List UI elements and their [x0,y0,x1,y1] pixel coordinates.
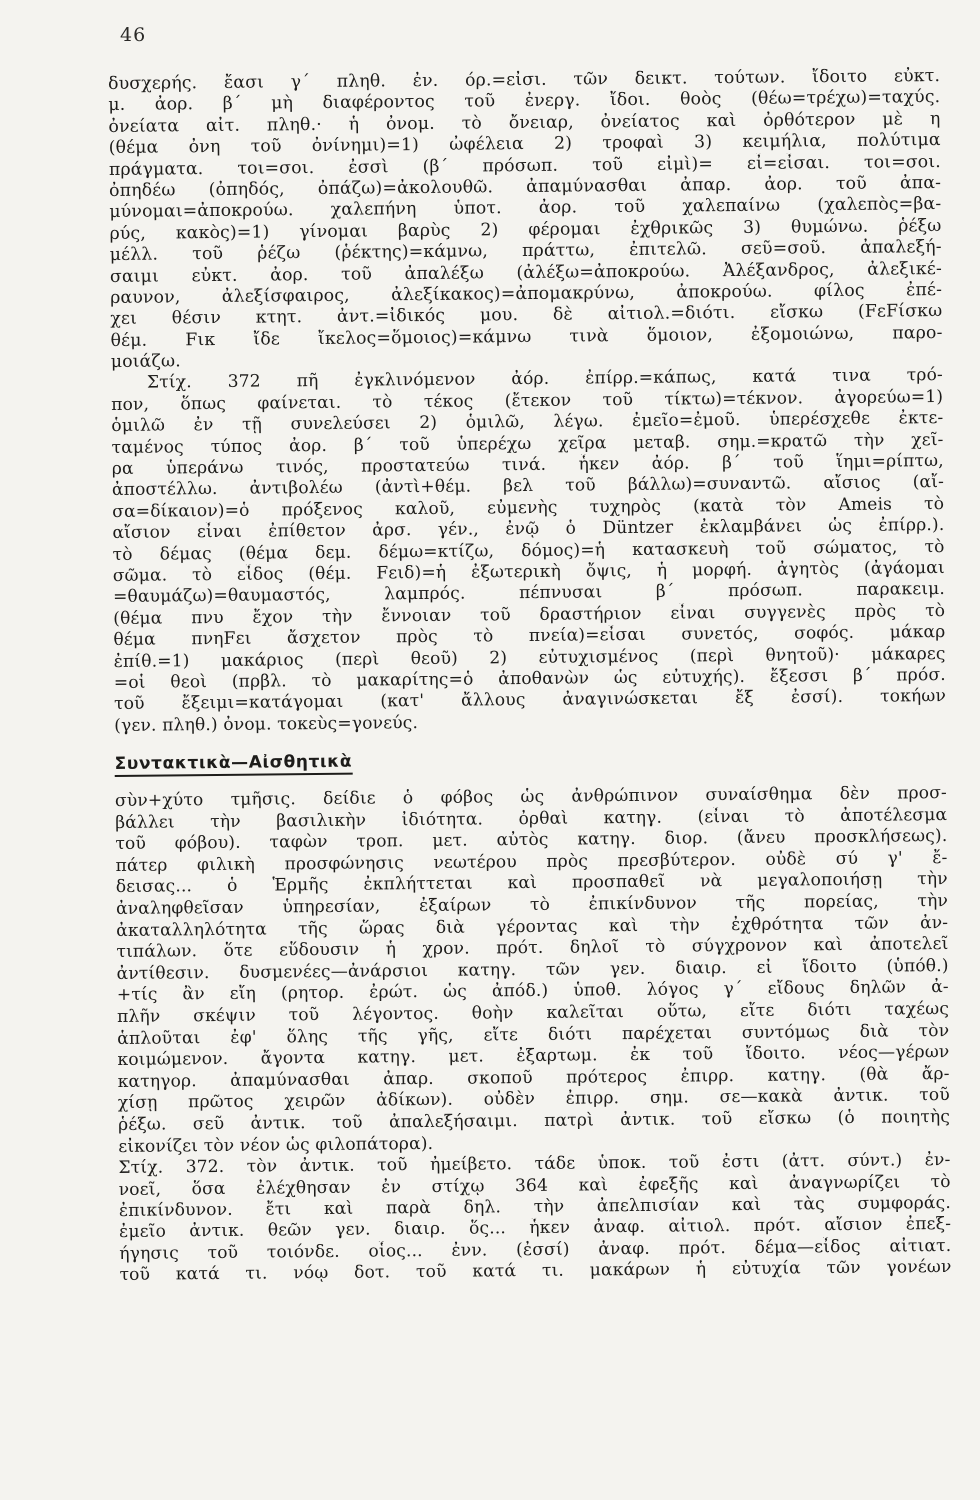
text-line: ἐπικίνδυνον. ἔτι καὶ παρὰ δηλ. τὴν ἀπελπισίαν καὶ τὰς συμφοράς. [118,1192,951,1221]
text-line: ρύς, κακὸς)=1) γίνομαι βαρὺς 2) φέρομαι ἐχθρικῶς 3) θυμώνω. ῥέξω [109,215,942,244]
text-line: ρα ὑπεράνω τινός, προστατεύω τινά. ἧκεν ἀόρ. β΄ τοῦ ἵημι=ρίπτω, [111,451,944,480]
section-heading: Συντακτικὰ—Αἰσθητικὰ [115,752,353,777]
text-line: κοιμώμενον. ἄγοντα κατηγ. μετ. ἐξαρτωμ. ἐκ τοῦ ἴδοιτο. νέος—γέρων [117,1042,950,1071]
text-line: ἀποστέλλω. ἀντιβολέω (ἀντὶ+θέμ. βελ τοῦ βάλλω)=συναντῶ. αἴσιος (αἴ- [111,472,945,501]
text-line: ταμένος τύπος ἀορ. β΄ τοῦ ὑπερέχω χεῖρα μεταβ. σημ.=κρατῶ τὴν χεῖ- [111,429,944,458]
text-line: (θέμα πνυ ἔχον τὴν ἔννοιαν τοῦ δραστήριον εἶναι συγγενὲς πρὸς τὸ [113,600,946,629]
text-line: θέμ. Fικ ἴδε ἴκελος=ὅμοιος)=κάμνω τινὰ ὅμοιον, ἐξομοιώνω, παρο- [110,322,943,351]
text-line: πράγματα. τοι=σοι. ἐσσὶ (β΄ πρόσωπ. τοῦ εἰμὶ)= εἶ=εἶσαι. τοι=σοι. [108,151,941,180]
text-line: τὸ δέμας (θέμα δεμ. δέμω=κτίζω, δόμος)=ἡ κατασκευὴ τοῦ σώματος, τὸ [112,536,945,565]
text-line: ἀκαταλληλότητα τῆς ὥρας διὰ γέροντας καὶ τὴν ἐχθρότητα τῶν ἀν- [116,912,949,941]
text-line: ήγησις τοῦ τοιόνδε. οἷος... ἐνν. (ἐσσί) ἀναφ. πρότ. δέμα—εἶδος αἰτιατ. [119,1235,952,1264]
text-line: πλῆν σκέψιν τοῦ λέγοντος. θοὴν καλεῖται οὕτω, εἴτε διότι ταχέως [116,999,950,1028]
text-line: σὺν+χύτο τμῆσις. δείδιε ὁ φόβος ὡς ἀνθρώπινον συναίσθημα δὲν προσ- [114,783,948,812]
page-content [108,66,952,1286]
text-line: ὁμιλῶ ἐν τῇ συνελεύσει 2) ὁμιλῶ, λέγω. ἐμεῖο=ἐμοῦ. ὑπερέσχεθε ἐκτε- [111,408,944,437]
text-line: ῥέξω. σεῦ ἀντικ. τοῦ ἀπαλεξήσαιμι. πατρὶ ἀντικ. τοῦ εἴσκω (ὁ ποιητὴς [117,1106,951,1135]
text-line: ὀνείατα αἰτ. πληθ.· ἡ ὀνομ. τὸ ὄνειαρ, ὀνείατος καὶ ὀρθότερον μὲ η [108,108,941,137]
verse-372-notes [111,365,946,737]
section-heading-wrap [115,746,947,778]
text-line: τοῦ φόβου). ταφὼν τροπ. μετ. αὐτὸς κατηγ. διορ. (ἄνευ προσκλήσεως). [115,826,948,855]
text-line: ἁπλοῦται ἐφ' ὅλης τῆς γῆς, εἴτε διότι παρέχεται συντόμως διὰ τὸν [117,1020,950,1049]
text-line: χίσῃ πρῶτος χειρῶν ἀδίκων). οὐδὲν ἐπιρρ. σημ. σε—κακὰ ἀντικ. τοῦ [117,1085,950,1114]
text-line: Στίχ. 372. τὸν ἀντικ. τοῦ ἠμείβετο. τάδε ὑποκ. τοῦ ἐστι (ἀττ. σύντ.) ἐν- [118,1150,951,1179]
page-number: 46 [120,24,147,46]
text-line: ἐπίθ.=1) μακάριος (περὶ θεοῦ) 2) εὐτυχισμένος (περὶ θνητοῦ)· μάκαρες [113,643,946,672]
text-line: ὀπηδέω (ὀπηδός, ὀπάζω)=ἀκολουθῶ. ἀπαμύνασθαι ἀπαρ. ἀορ. τοῦ ἀπα- [109,172,942,201]
text-line: μοιάζω. [110,351,181,373]
text-line: σῶμα. τὸ εἶδος (θέμ. Fειδ)=ἡ ἐξωτερικὴ ὄψις, ἡ μορφή. ἀγητὸς (ἀγάομαι [112,557,945,586]
text-line: εἰκονίζει τὸν νέον ὡς φιλοπάτορα). [118,1133,434,1157]
text-line: τιπάλων. ὅτε εὕδουσιν ἡ χρον. πρότ. δηλοῖ τὸ σύγχρονον καὶ ἀποτελεῖ [116,934,949,963]
text-line: τοῦ ἔξειμι=κατάγομαι (κατ' ἄλλους ἀναγινώσκεται ἔξ ἐσσί). τοκήων [113,686,947,715]
text-line: μέλλ. τοῦ ῥέζω (ῥέκτης)=κάμνω, πράττω, ἐπιτελῶ. σεῦ=σοῦ. ἀπαλεξή- [109,237,942,266]
text-line: σα=δίκαιον)=ὁ πρόξενος καλοῦ, εὐμενὴς τυχηρὸς (κατὰ τὸν Ameis τὸ [112,493,945,522]
lexical-notes [108,66,943,373]
text-line: (θέμα ὀνη τοῦ ὀνίνημι)=1) ὠφέλεια 2) τροφαὶ 3) κειμήλια, πολύτιμα [108,130,941,159]
text-line: δεισας... ὁ Ἑρμῆς ἐκπλήττεται καὶ προσπαθεῖ νὰ μεγαλοποιήσῃ τὴν [115,869,948,898]
text-line: σαιμι εὐκτ. ἀορ. τοῦ ἀπαλέξω (ἀλέξω=ἀποκρούω. Ἀλέξανδρος, ἀλεξικέ- [109,258,943,287]
text-line: πον, ὅπως φαίνεται. τὸ τέκος (ἔτεκον τοῦ τίκτω)=τέκνον. ἀγορεύω=1) [111,386,944,415]
text-line: κατηγορ. ἀπαμύνασθαι ἀπαρ. σκοποῦ πρότερος ἐπιρρ. κατηγ. (θὰ ἄρ- [117,1063,950,1092]
syntax-aesthetic-notes [115,783,950,1158]
text-line: ραυνον, ἀλεξίσφαιρος, ἀλεξίκακος)=ἀπομακρύνω, ἀποκρούω. φίλος ἐπέ- [110,279,943,308]
text-line: τοῦ κατά τι. νόῳ δοτ. τοῦ κατά τι. μακάρων ἡ εὐτυχία τῶν γονέων [119,1257,952,1286]
text-line: +τίς ἂν εἴη (ρητορ. ἐρώτ. ὡς ἀπόδ.) ὑποθ. λόγος γ΄ εἴδους δηλῶν ἀ- [116,977,949,1006]
text-line: Στίχ. 372 πῆ ἐγκλινόμενον ἀόρ. ἐπίρρ.=κάπως, κατά τινα τρό- [146,365,944,394]
text-line: μύνομαι=ἀποκρούω. χαλεπήνη ὑποτ. ἀορ. τοῦ χαλεπαίνω (χαλεπὸς=βα- [109,194,942,223]
text-line: =θαυμάζω)=θαυμαστός, λαμπρός. πέπνυσαι β΄ πρόσωπ. παρακειμ. [112,579,946,608]
text-line: (γεν. πληθ.) ὀνομ. τοκεὺς=γονεύς. [114,712,419,736]
text-line: ἐμεῖο ἀντικ. θεῶν γεν. διαιρ. ὅς... ἧκεν ἀναφ. αἰτιολ. πρότ. αἴσιον ἐπεξ- [119,1214,952,1243]
text-line: αἴσιον εἶναι ἐπίθετον ἀρσ. γέν., ἐνῷ ὁ Düntzer ἐκλαμβάνει ὡς ἐπίρρ.). [112,515,945,544]
text-line: μ. ἀορ. β΄ μὴ διαφέροντος τοῦ ἐνεργ. ἴδοι. θοὸς (θέω=τρέχω)=ταχύς. [108,87,941,116]
text-line: νοεῖ, ὅσα ἐλέχθησαν ἐν στίχῳ 364 καὶ ἐφεξῆς καὶ ἀναγνωρίζει τὸ [118,1171,951,1200]
text-line: πάτερ φιλικὴ προσφώνησις νεωτέρου πρὸς πρεσβύτερον. οὐδὲ σύ γ' ἔ- [115,847,948,876]
verse-372-syntax-notes [118,1150,951,1286]
text-line: =οἱ θεοὶ (πρβλ. τὸ μακαρίτης=ὁ ἀποθανὼν ὡς εὐτυχής). ἔξεσσι β΄ πρόσ. [113,664,946,693]
text-line: ἀναληφθεῖσαν ὑπηρεσίαν, ἐξαίρων τὸ ἐπικίνδυνον τῆς πορείας, τὴν [115,891,949,920]
text-line: δυσχερής. ἔασι γ΄ πληθ. ἐν. όρ.=εἰσι. τῶν δεικτ. τούτων. ἴδοιτο εὐκτ. [108,66,941,94]
text-line: βάλλει τὴν βασιλικὴν ἰδιότητα. ὀρθαὶ κατηγ. (εἶναι τὸ ἀποτέλεσμα [115,804,948,833]
text-line: θέμα πνηFει ἄσχετον πρὸς τὸ πνεία)=εἶσαι συνετός, σοφός. μάκαρ [113,622,946,651]
text-line: ἀντίθεσιν. δυσμενέες—ἀνάρσιοι κατηγ. τῶν γεν. διαιρ. εἰ ἴδοιτο (ὑπόθ.) [116,955,949,984]
text-line: χει θέσιν κτητ. ἀντ.=ἰδικός μου. δὲ αἰτιολ.=διότι. εἴσκω (FεFίσκω [110,301,943,330]
